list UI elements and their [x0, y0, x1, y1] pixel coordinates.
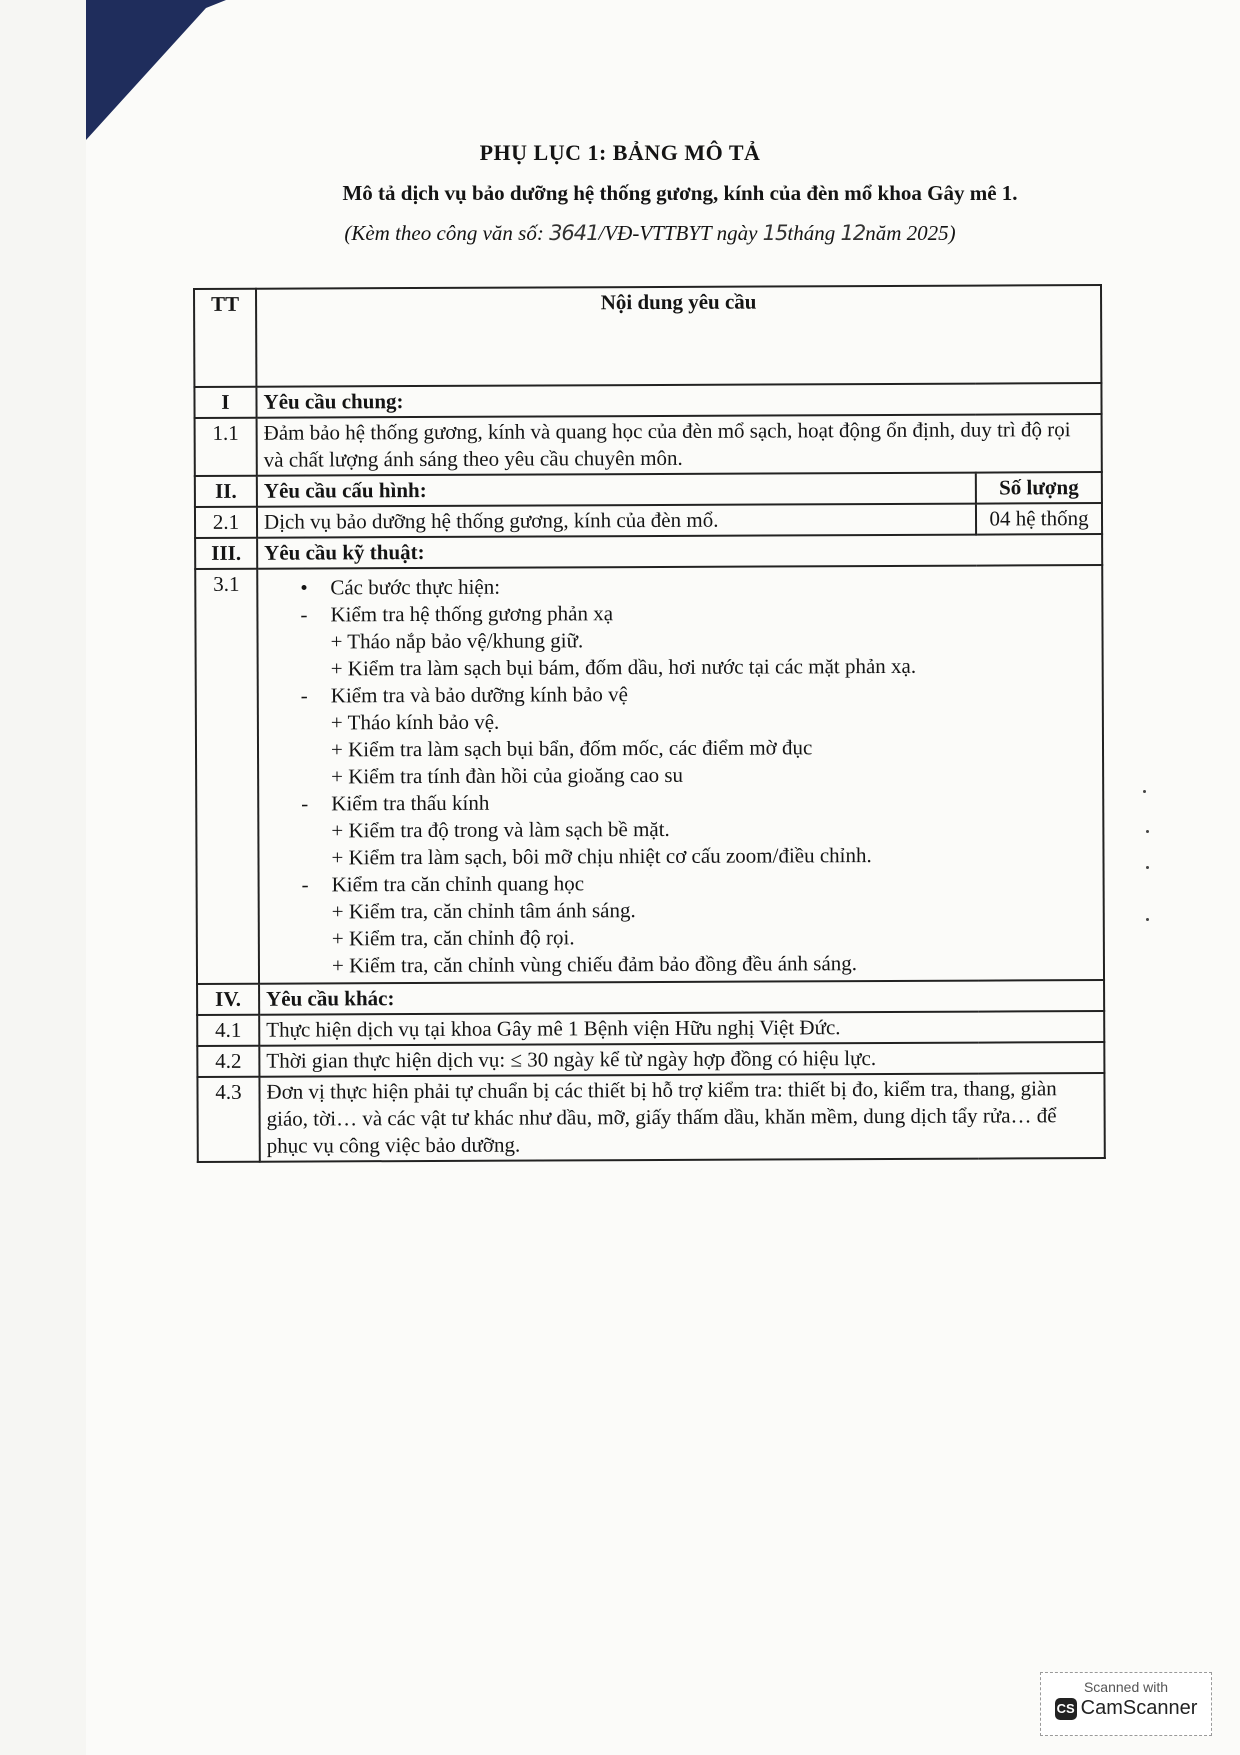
ref-year: năm 2025) — [865, 221, 956, 245]
row-text: Đảm bảo hệ thống gương, kính và quang học của đèn mổ sạch, hoạt động ổn định, duy trì độ rọi và chất lượng ánh sáng theo yêu cầu chuyên môn. — [257, 414, 1102, 476]
table-row — [195, 565, 1104, 984]
list-item: + Tháo nắp bảo vệ/khung giữ. — [330, 628, 584, 654]
section-row — [195, 472, 1102, 507]
section-title: Yêu cầu kỹ thuật: — [257, 534, 1102, 569]
table-row — [195, 503, 1102, 538]
section-title: Yêu cầu khác: — [259, 980, 1104, 1015]
table-row — [197, 1042, 1104, 1077]
steps-list — [264, 571, 1097, 980]
section-row — [197, 980, 1104, 1015]
requirements-table — [193, 284, 1106, 1163]
camscanner-logo-icon: CS — [1055, 1698, 1077, 1720]
row-number: 2.1 — [195, 507, 257, 538]
table-row — [197, 1011, 1104, 1046]
scan-corner-shadow — [86, 0, 236, 140]
row-number: 3.1 — [195, 569, 259, 984]
list-item: + Kiểm tra, căn chỉnh độ rọi. — [331, 925, 575, 951]
row-number: II. — [195, 476, 257, 507]
annex-title: PHỤ LỤC 1: BẢNG MÔ TẢ — [479, 140, 761, 165]
ref-month-label: tháng — [787, 221, 841, 245]
list-item: + Kiểm tra, căn chỉnh vùng chiếu đảm bảo đồng đều ánh sáng. — [331, 951, 858, 978]
row-text: Đơn vị thực hiện phải tự chuẩn bị các thiết bị hỗ trợ kiểm tra: thiết bị đo, kiểm tra, thang, giàn giáo, tời… và các vật tư khác như dầu, mỡ, giấy thấm dầu, khăn mềm, dung dịch tẩy rửa… để phục vụ công việc bảo dưỡng. — [259, 1073, 1104, 1162]
annex-subtitle: Mô tả dịch vụ bảo dưỡng hệ thống gương, kính của đèn mổ khoa Gây mê 1. — [342, 181, 1018, 205]
list-item: - Kiểm tra căn chỉnh quang học — [266, 868, 1097, 899]
camscanner-watermark — [1040, 1672, 1212, 1736]
list-item: + Tháo kính bảo vệ. — [330, 709, 500, 735]
steps-cell — [257, 565, 1104, 984]
watermark-brand-name: CamScanner — [1080, 1697, 1198, 1719]
qty-value: 04 hệ thống — [976, 503, 1102, 535]
list-item: - Kiểm tra thấu kính — [265, 787, 1096, 818]
row-number: I — [194, 387, 256, 418]
qty-header: Số lượng — [976, 472, 1102, 504]
ref-prefix: (Kèm theo công văn số: — [344, 221, 550, 245]
list-item: + Kiểm tra làm sạch bụi bẩn, đốm mốc, các điểm mờ đục — [330, 735, 813, 762]
list-item: + Kiểm tra tính đàn hồi của gioăng cao su — [331, 762, 684, 789]
section-row — [194, 383, 1101, 418]
col-header-tt: TT — [194, 289, 256, 387]
watermark-brand — [1041, 1697, 1211, 1720]
list-item: + Kiểm tra, căn chỉnh tâm ánh sáng. — [331, 898, 636, 924]
watermark-caption: Scanned with — [1083, 1679, 1169, 1695]
annex-reference — [30, 221, 1240, 246]
list-item: - Kiểm tra và bảo dưỡng kính bảo vệ — [265, 679, 1096, 710]
row-number: IV. — [197, 984, 259, 1015]
row-number: 4.3 — [197, 1077, 259, 1162]
list-item: - Kiểm tra hệ thống gương phản xạ — [264, 598, 1095, 629]
list-item: + Kiểm tra làm sạch, bôi mỡ chịu nhiệt cơ cấu zoom/điều chỉnh. — [331, 843, 872, 870]
row-number: 4.2 — [197, 1046, 259, 1077]
row-text: Thời gian thực hiện dịch vụ: ≤ 30 ngày kể từ ngày hợp đồng có hiệu lực. — [259, 1042, 1104, 1077]
ref-mid: /VĐ-VTTBYT ngày — [598, 221, 763, 245]
table-row — [197, 1073, 1104, 1162]
row-number: 1.1 — [195, 418, 257, 476]
row-number: 4.1 — [197, 1015, 259, 1046]
section-title: Yêu cầu cấu hình: — [257, 473, 976, 507]
handwritten-month: 12 — [840, 221, 866, 245]
list-item: + Kiểm tra độ trong và làm sạch bề mặt. — [331, 816, 670, 843]
col-header-content: Nội dung yêu cầu — [256, 285, 1101, 387]
row-number: III. — [195, 538, 257, 569]
handwritten-doc-number: 3641 — [549, 221, 599, 245]
table-row — [195, 414, 1102, 476]
section-row — [195, 534, 1102, 569]
section-title: Yêu cầu chung: — [256, 383, 1101, 418]
table-header-row — [194, 285, 1101, 387]
handwritten-day: 15 — [762, 221, 788, 245]
row-text: Thực hiện dịch vụ tại khoa Gây mê 1 Bệnh viện Hữu nghị Việt Đức. — [259, 1011, 1104, 1046]
list-item: + Kiểm tra làm sạch bụi bám, đốm dầu, hơi nước tại các mặt phản xạ. — [330, 653, 917, 681]
list-item: • Các bước thực hiện: — [264, 571, 1095, 602]
row-text: Dịch vụ bảo dưỡng hệ thống gương, kính của đèn mổ. — [257, 504, 976, 538]
